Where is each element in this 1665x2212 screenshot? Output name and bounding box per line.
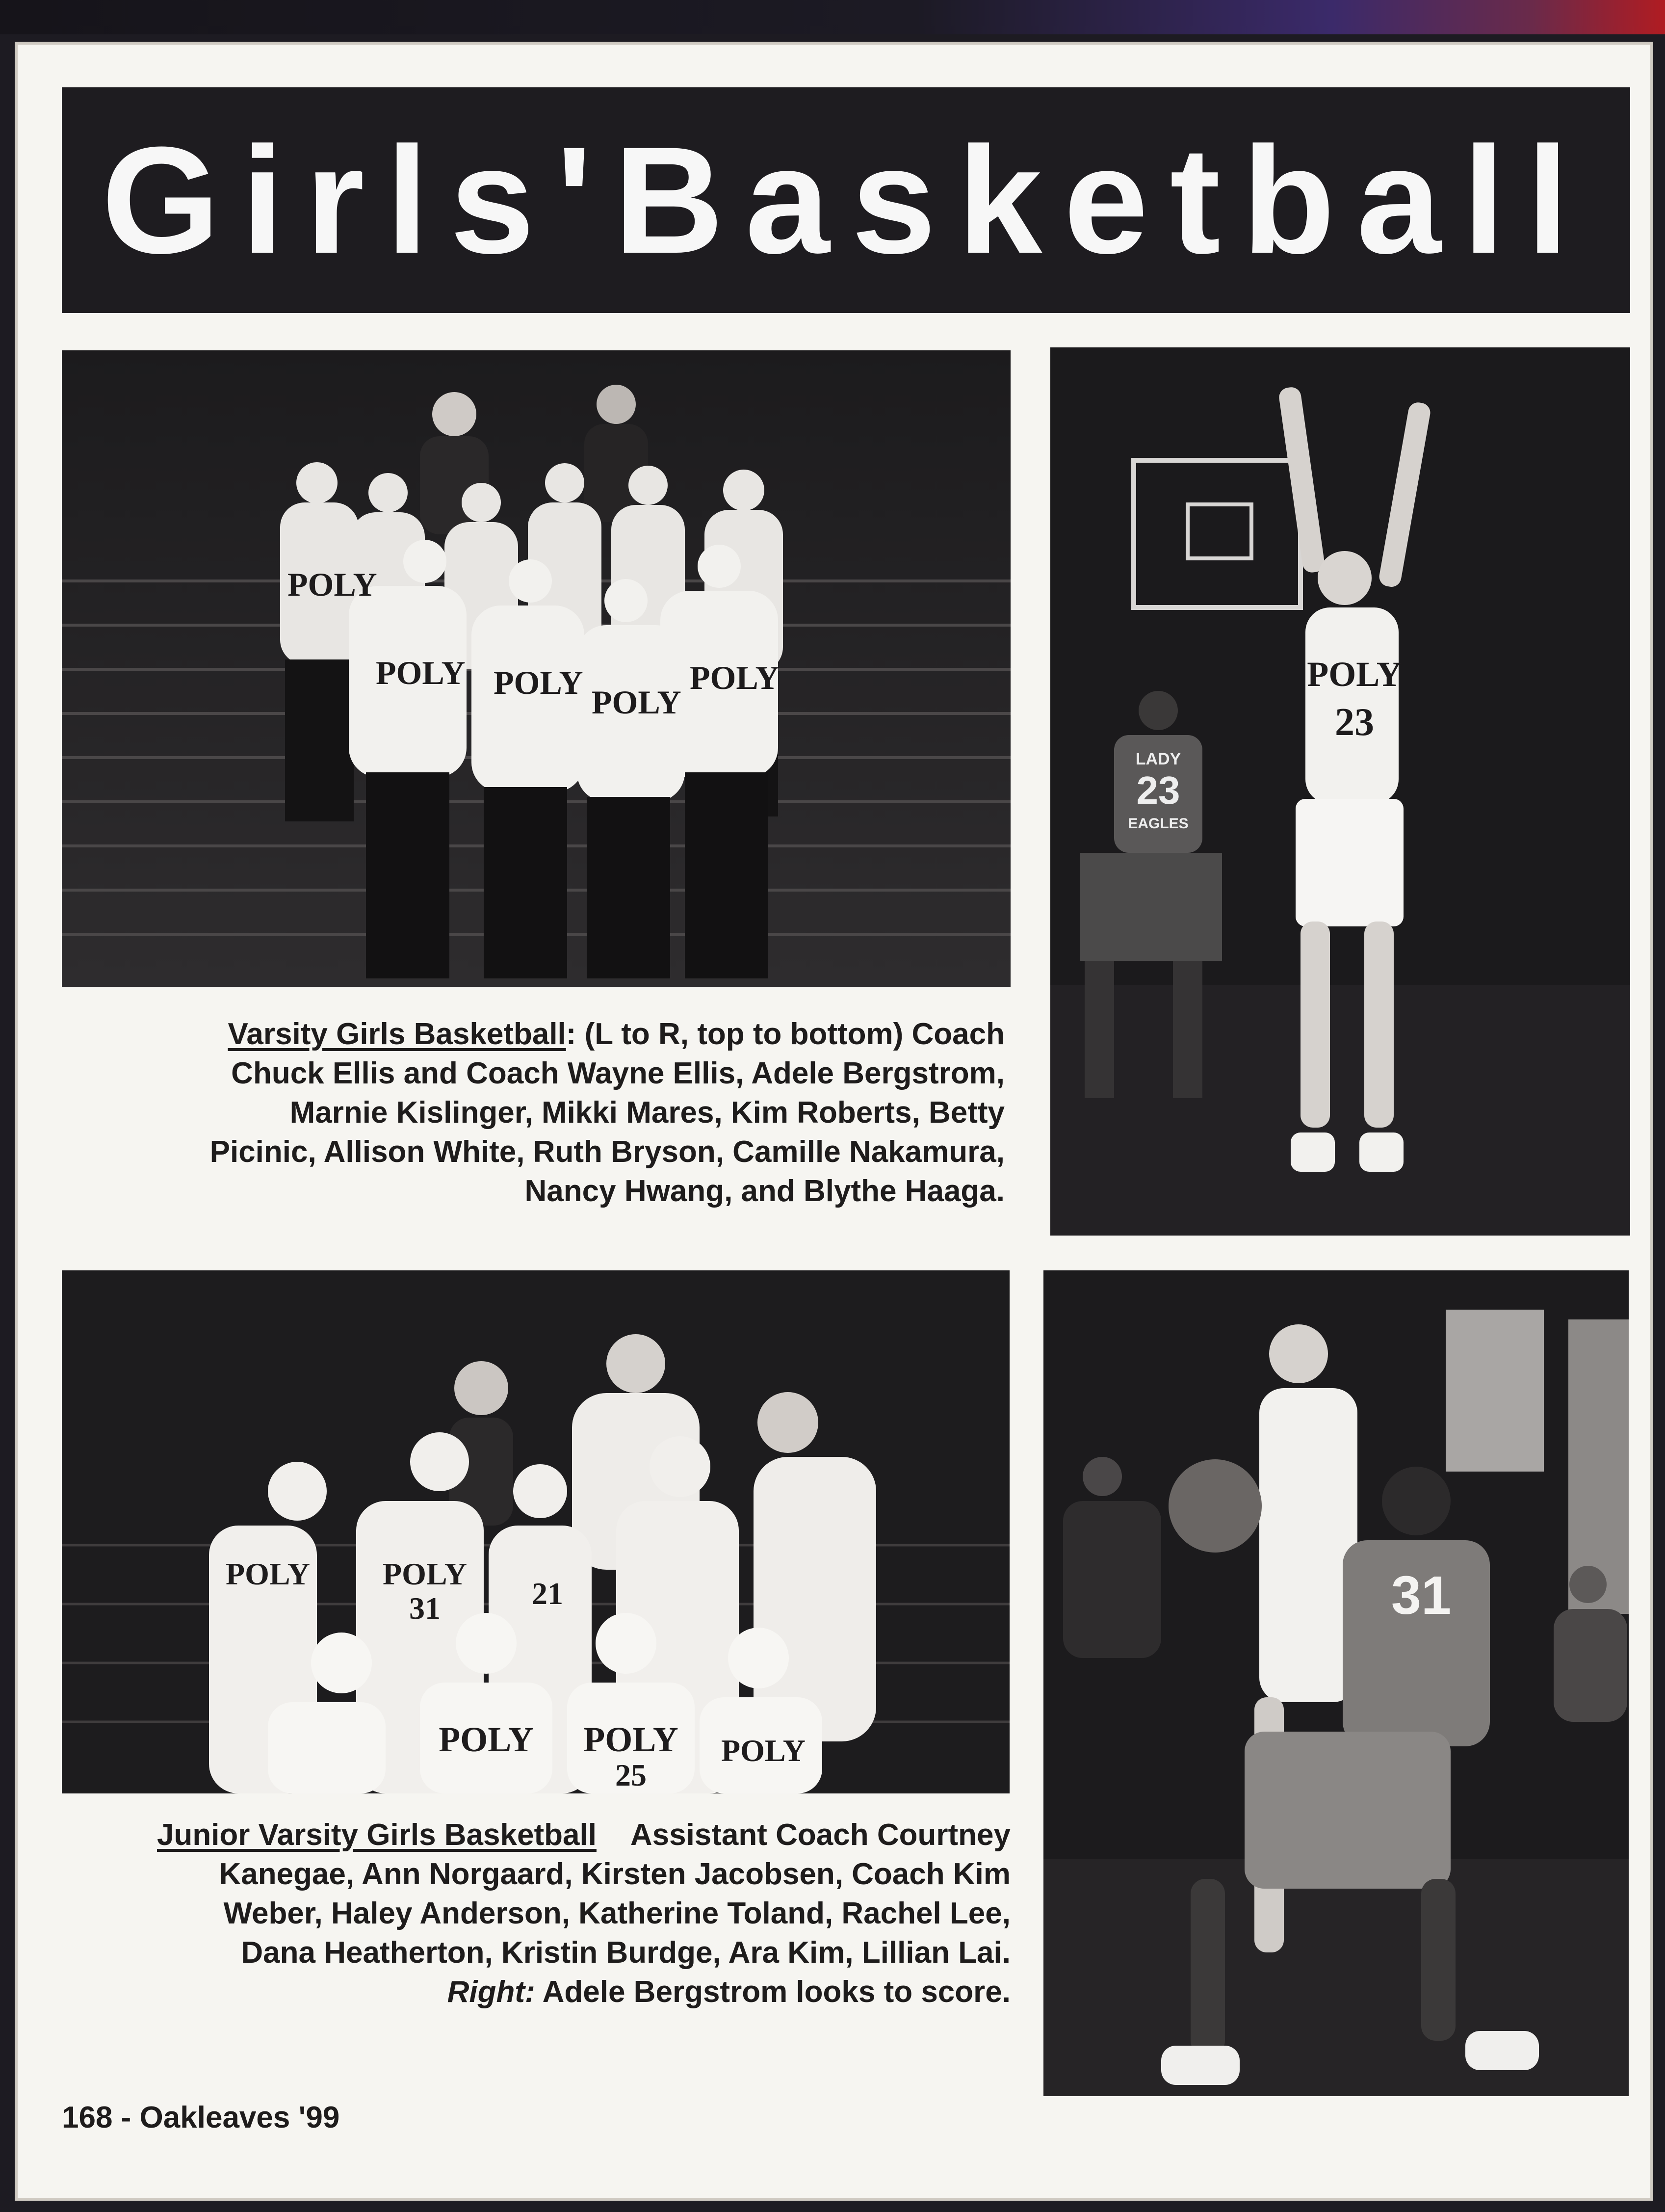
- jv-caption-team: Junior Varsity Girls Basketball: [156, 1818, 597, 1852]
- varsity-caption-team: Varsity Girls Basketball: [228, 1017, 566, 1051]
- jv-caption-line: Dana Heatherton, Kristin Burdge, Ara Kim, Lillian Lai.: [241, 1936, 1011, 1970]
- varsity-jersey-text: POLY: [690, 659, 780, 696]
- defender-jersey-number: 31: [1391, 1565, 1452, 1626]
- shooter-jersey-number: 23: [1335, 701, 1374, 744]
- jv-jersey-number: 31: [409, 1591, 441, 1626]
- jv-jersey-text: POLY: [583, 1720, 678, 1759]
- varsity-caption-line: Nancy Hwang, and Blythe Haaga.: [524, 1174, 1005, 1208]
- page-title: Girls'Basketball: [102, 115, 1590, 285]
- varsity-caption: Varsity Girls Basketball: (L to R, top to bottom) Coach Chuck Ellis and Coach Wayne Ellis, Adele Bergstrom, Marnie Kislinger, Mikki Mares, Kim Roberts, Betty Picinic, Allison White, Ruth Bryson, Camille Nakamura, Nancy Hwang, and Blythe Haaga.: [162, 1015, 1005, 1211]
- jv-jersey-text: POLY: [383, 1556, 467, 1591]
- jv-caption-line: Weber, Haley Anderson, Katherine Toland, Rachel Lee,: [223, 1896, 1011, 1930]
- title-banner: [62, 87, 1630, 313]
- jv-jersey-text: POLY: [226, 1556, 310, 1591]
- jv-caption-line: Kanegae, Ann Norgaard, Kirsten Jacobsen, Coach Kim: [219, 1857, 1011, 1891]
- right-caption: Adele Bergstrom looks to score.: [542, 1975, 1011, 2009]
- varsity-caption-line: Picinic, Allison White, Ruth Bryson, Camille Nakamura,: [209, 1135, 1005, 1169]
- varsity-jersey-text: POLY: [287, 566, 377, 603]
- right-label: Right:: [447, 1975, 535, 2009]
- opponent-jersey-bottom: EAGLES: [1128, 816, 1189, 832]
- varsity-caption-line: Chuck Ellis and Coach Wayne Ellis, Adele Bergstrom,: [231, 1056, 1005, 1090]
- opponent-jersey-top: LADY: [1135, 750, 1181, 768]
- defense-action-photo: [1043, 1270, 1629, 2096]
- varsity-caption-line: Marnie Kislinger, Mikki Mares, Kim Roberts, Betty: [289, 1096, 1005, 1130]
- opponent-jersey-number: 23: [1136, 768, 1180, 812]
- jv-jersey-text: POLY: [439, 1720, 534, 1759]
- scan-top-edge: [0, 0, 1665, 34]
- jv-caption: Junior Varsity Girls Basketball Assistant Coach Courtney Kanegae, Ann Norgaard, Kirsten Jacobsen, Coach Kim Weber, Haley Anderson, Katherine Toland, Rachel Lee, Dana Heatherton, Kristin Burdge, Ara Kim, Lillian Lai. Right: Adele Bergstrom looks to score.: [147, 1816, 1011, 2012]
- varsity-jersey-text: POLY: [494, 664, 583, 701]
- varsity-jersey-text: POLY: [592, 684, 681, 721]
- shooter-jersey-text: POLY: [1307, 655, 1402, 694]
- varsity-jersey-text: POLY: [376, 654, 466, 691]
- jv-jersey-number: 25: [615, 1758, 647, 1792]
- jv-jersey-text: POLY: [721, 1733, 806, 1768]
- page-folio: 168 - Oakleaves '99: [62, 2101, 340, 2134]
- shooter-action-photo: [1050, 347, 1630, 1236]
- varsity-team-photo: [62, 350, 1011, 987]
- jv-jersey-number: 21: [532, 1576, 563, 1611]
- jv-team-photo: [62, 1270, 1010, 1793]
